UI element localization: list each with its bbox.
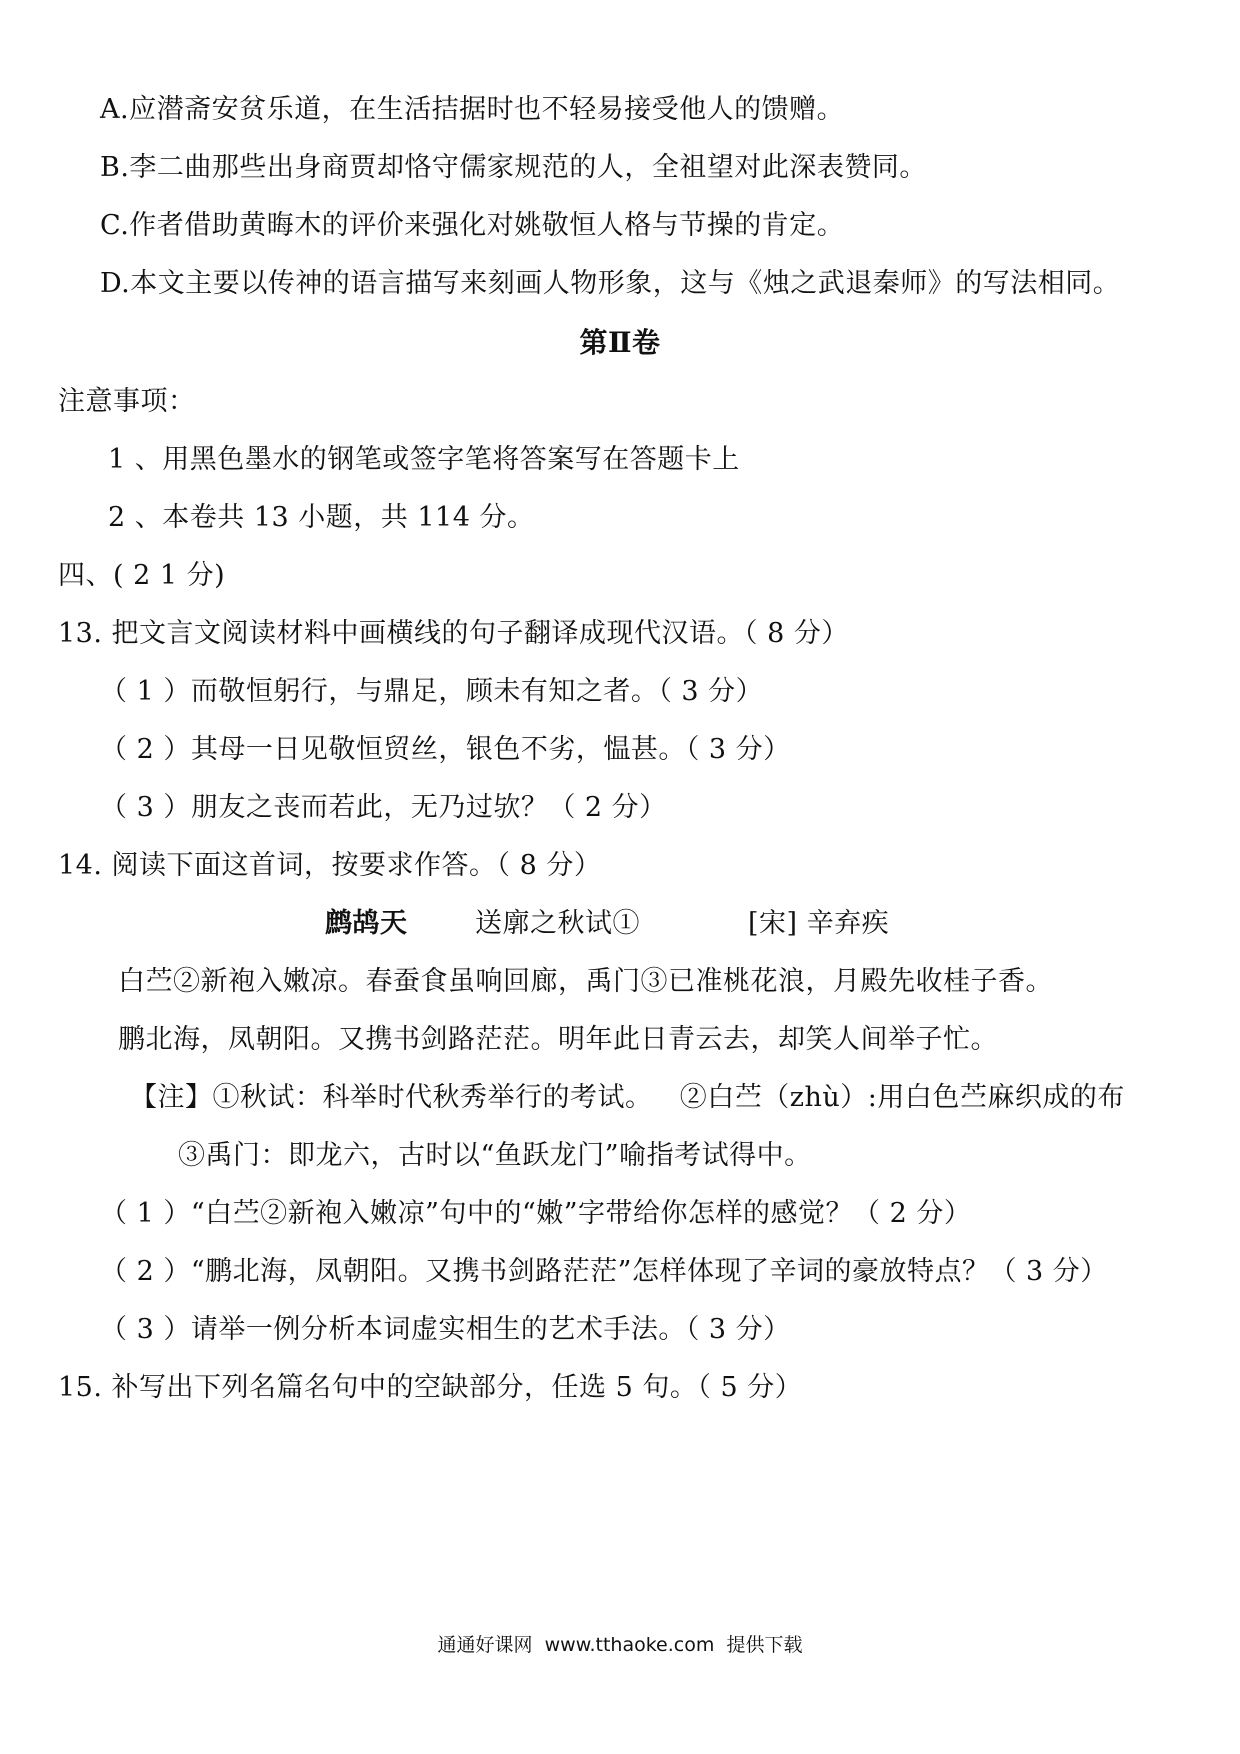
section-title: 第Ⅱ卷 [579,326,661,359]
poem-annotation: 【注】①秋试：科举时代秋秀举行的考试。 ②白苎（zhù）:用白色苎麻织成的布 [130,1082,1125,1113]
choice-c: C.作者借助黄晦木的评价来强化对姚敬恒人格与节操的肯定。 [100,210,845,241]
notice-item: 1 、用黑色墨水的钢笔或签字笔将答案写在答题卡上 [108,444,740,475]
poem-subtitle: 送廓之秋试① [475,908,640,939]
poem-author: [宋] 辛弃疾 [748,908,890,939]
question-13-sub: （ 1 ）而敬恒躬行，与鼎足，顾未有知之者。（ 3 分） [100,676,764,707]
question-13-sub: （ 2 ）其母一日见敬恒贸丝，银色不劣，愠甚。（ 3 分） [100,734,791,765]
question-14-sub: （ 3 ）请举一例分析本词虚实相生的艺术手法。（ 3 分） [100,1314,791,1345]
poem-line: 白苎②新袍入嫩凉。春蚕食虽响回廊，禹门③已准桃花浪，月殿先收桂子香。 [118,966,1053,997]
question-13-sub: （ 3 ）朋友之丧而若此，无乃过欤？（ 2 分） [100,792,667,823]
question-15-stem: 15. 补写出下列名篇名句中的空缺部分，任选 5 句。（ 5 分） [58,1372,803,1403]
choice-d: D.本文主要以传神的语言描写来刻画人物形象，这与《烛之武退秦师》的写法相同。 [100,268,1121,299]
poem-name: 鹧鸪天 [325,908,408,939]
footer-source: 通通好课网 www.tthaoke.com 提供下载 [437,1634,803,1656]
question-14-stem: 14. 阅读下面这首词，按要求作答。（ 8 分） [58,850,602,881]
choice-b: B.李二曲那些出身商贾却恪守儒家规范的人，全祖望对此深表赞同。 [100,152,927,183]
notice-item: 2 、本卷共 13 小题，共 114 分。 [108,502,535,533]
question-14-sub: （ 1 ）“白苎②新袍入嫩凉”句中的“嫩”字带给你怎样的感觉？（ 2 分） [100,1198,972,1229]
notice-heading: 注意事项： [58,386,196,417]
question-14-sub: （ 2 ）“鹏北海，凤朝阳。又携书剑路茫茫”怎样体现了辛词的豪放特点？（ 3 分） [100,1256,1108,1287]
choice-a: A.应潜斋安贫乐道，在生活拮据时也不轻易接受他人的馈赠。 [100,94,845,125]
part-heading: 四、( 2 1 分) [58,560,226,591]
poem-annotation: ③禹门：即龙六，古时以“鱼跃龙门”喻指考试得中。 [178,1140,812,1171]
question-13-stem: 13. 把文言文阅读材料中画横线的句子翻译成现代汉语。（ 8 分） [58,618,849,649]
poem-line: 鹏北海，凤朝阳。又携书剑路茫茫。明年此日青云去，却笑人间举子忙。 [118,1024,998,1055]
